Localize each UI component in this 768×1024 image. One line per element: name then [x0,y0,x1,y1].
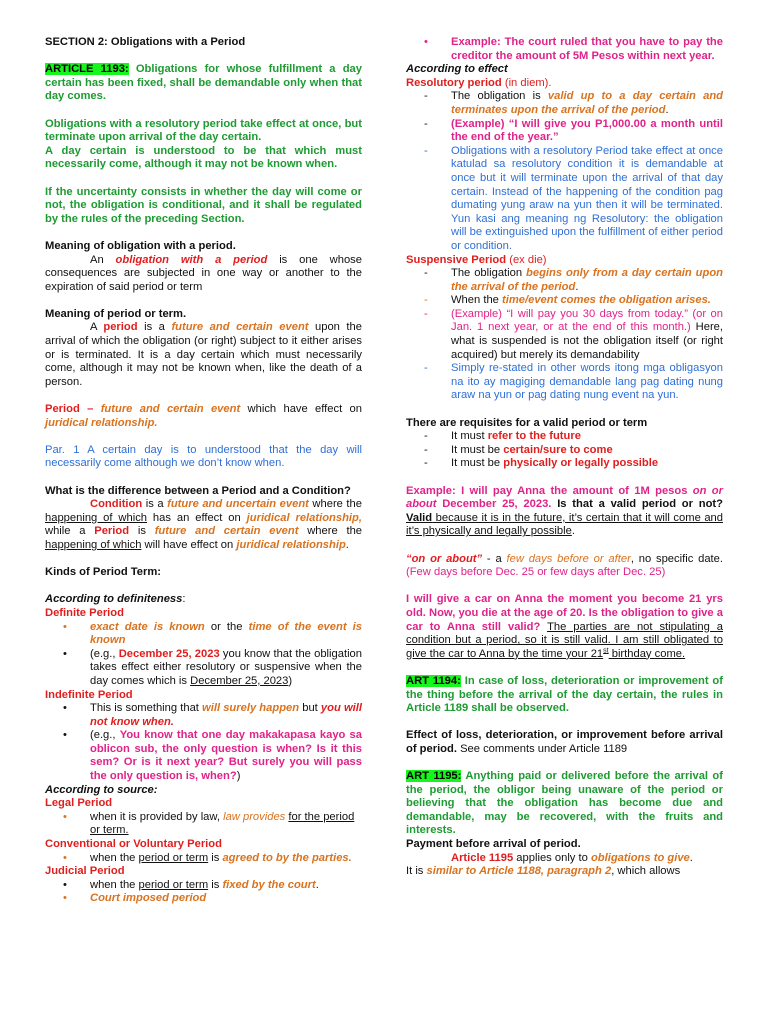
conventional-period-list [45,852,362,866]
article-1193-para-2: Obligations with a resolutory period take effect at once, but terminate upon arrival of the day certain. [45,117,362,144]
definite-period-list [45,621,362,689]
list-item: - It must be certain/sure to come [424,443,613,456]
difference-text: Condition is a future and uncertain event where the happening of which has an effect on juridical relationship, while a Period is future and certain event where the happening of which will have effect on juridical relationship. [45,498,363,551]
on-or-about-note: “on or about” - a few days before or after, no specific date. (Few days before Dec. 25 or few days after Dec. 25) [406,552,723,579]
indefinite-period-heading: Indefinite Period [45,688,133,701]
definite-period-heading: Definite Period [45,606,124,619]
meaning-period-text: A period is a future and certain event upon the arrival of which the obligation (or right) subject to it either arises or is terminated. It is a day certain which must necessarily come, although it may not be known when, like the death of a person. [45,321,362,388]
difference-heading: What is the difference between a Period and a Condition? [45,484,351,497]
article-1194: ART 1194: In case of loss, deterioration or improvement of the thing before the arrival of the day certain, the rules in Article 1189 shall be observed. [406,674,723,715]
list-item: • (e.g., You know that one day makakapasa kayo sa oblicon sub, the only question is when? Is it this sem? Or is it next year? But surely you will pass the only question is, when?) [63,729,363,783]
according-to-source: According to source: [45,783,158,796]
list-item: - When the time/event comes the obligation arises. [424,294,711,307]
article-1193: ARTICLE 1193: Obligations for whose fulfillment a day certain has been fixed, shall be demandable only when that day comes. [45,63,362,103]
article-1195: ART 1195: Anything paid or delivered before the arrival of the period, the obligor being unaware of the period or believing that the obligation has become due and demandable, may be recovered, with the fruits and interests. [406,770,723,837]
conventional-period-heading: Conventional or Voluntary Period [45,838,222,851]
article-1195-comment: Article 1195 applies only to obligations to give. [451,851,693,864]
suspensive-list [406,267,723,403]
list-item: • when the period or term is fixed by the court. [63,878,319,891]
list-item: • This is something that will surely happen but you will not know when. [63,702,362,728]
list-item: - The obligation begins only from a day certain upon the arrival of the period. [424,267,723,293]
list-item: - Simply re-stated in other words itong mga obligasyon na ito ay magiging demandable lang pag dating nung araw na yun or pag dating nung event na yun. [424,362,723,402]
article-1194-label: ART 1194: [406,674,461,687]
according-to-effect: According to effect [406,63,508,76]
article-1193-para-3: A day certain is understood to be that which must necessarily come, although it may not be known when. [45,144,362,171]
list-item: • (e.g., December 25, 2023 you know that the obligation takes effect either resolutory or suspensive when the day comes which is December 25, 2023) [63,647,363,687]
list-item: • Court imposed period [63,892,207,905]
article-1195-label: ART 1195: [406,770,462,783]
payment-heading: Payment before arrival of period. [406,838,581,851]
meaning-obligation-text: An obligation with a period is one whose consequences are subjected in one way or another to the expiration of said period or term [45,253,362,293]
list-item: • when the period or term is agreed to by the parties. [63,851,352,864]
legal-period-list [45,811,362,838]
article-1195-comment-cont: It is similar to Article 1188, paragraph 2, which allows [406,865,681,878]
paragraph-1-note: Par. 1 A certain day is to understood that the day will necessarily come although we don’t know when. [45,443,362,470]
judicial-period-list [45,879,362,906]
list-item: - (Example) “I will give you P1,000.00 a month until the end of the year.” [424,117,723,144]
resolutory-list [406,90,723,253]
requisites-heading: There are requisites for a valid period or term [406,416,648,429]
left-column [45,36,362,906]
section-title: SECTION 2: Obligations with a Period [45,36,246,48]
resolutory-period-heading: Resolutory period (in diem). [406,76,552,89]
list-item: - (Example) “I will pay you 30 days from today.” (or on Jan. 1 next year, or at the end of this month.) Here, what is suspended is not the obligation itself (or right acquired) but merely its demandability [424,307,724,361]
indefinite-period-list [45,702,362,784]
list-item: - It must be physically or legally possible [424,457,659,470]
list-item: - Obligations with a resolutory Period take effect at once katulad sa resolutory condition it is demandable at once but it will terminate upon the arrival of that day certain. Instead of the happening of the condition pag dumating yung araw na yun then it will be terminated. Yun kasi ang meaning ng Resolutory: the obligation will be extinguished upon the fulfillment of either period or condition. [424,144,723,252]
car-example: I will give a car on Anna the moment you become 21 yrs old. Now, you die at the age of 20. Is the obligation to give a car to Anna still valid? The parties are not stipulating a condition but a period, so it is still valid. I am still obligated to give the car to Anna by the time your 21st birthday come. [406,593,723,660]
court-example-list [406,36,723,63]
list-item: - The obligation is valid up to a day certain and terminates upon the arrival of the period. [424,90,723,116]
effect-of-loss: Effect of loss, deterioration, or improvement before arrival of period. See comments under Article 1189 [406,729,723,755]
kinds-heading: Kinds of Period Term: [45,566,162,579]
list-item: - It must refer to the future [424,430,581,443]
judicial-period-heading: Judicial Period [45,865,125,878]
list-item: • Example: The court ruled that you have to pay the creditor the amount of 5M Pesos within next year. [424,36,723,62]
list-item: • when it is provided by law, law provides for the period or term. [63,810,355,837]
suspensive-period-heading: Suspensive Period (ex die) [406,253,547,266]
according-to-definiteness: According to definiteness: [45,593,186,606]
meaning-obligation-heading: Meaning of obligation with a period. [45,239,236,252]
right-column [406,36,723,879]
article-1193-label: ARTICLE 1193: [45,63,129,76]
requisites-list [406,430,723,471]
meaning-period-heading: Meaning of period or term. [45,307,187,320]
period-definition: Period – future and certain event which have effect on juridical relationship. [45,403,362,429]
anna-example: Example: I will pay Anna the amount of 1M pesos on or about December 25, 2023. Is that a valid period or not? Valid because it is in the future, it’s certain that it will come and it’s physically and legally possible. [406,484,723,538]
list-item: • exact date is known or the time of the event is known [63,620,362,647]
article-1193-para-4: If the uncertainty consists in whether the day will come or not, the obligation is conditional, and it shall be regulated by the rules of the preceding Section. [45,185,362,225]
legal-period-heading: Legal Period [45,797,113,810]
